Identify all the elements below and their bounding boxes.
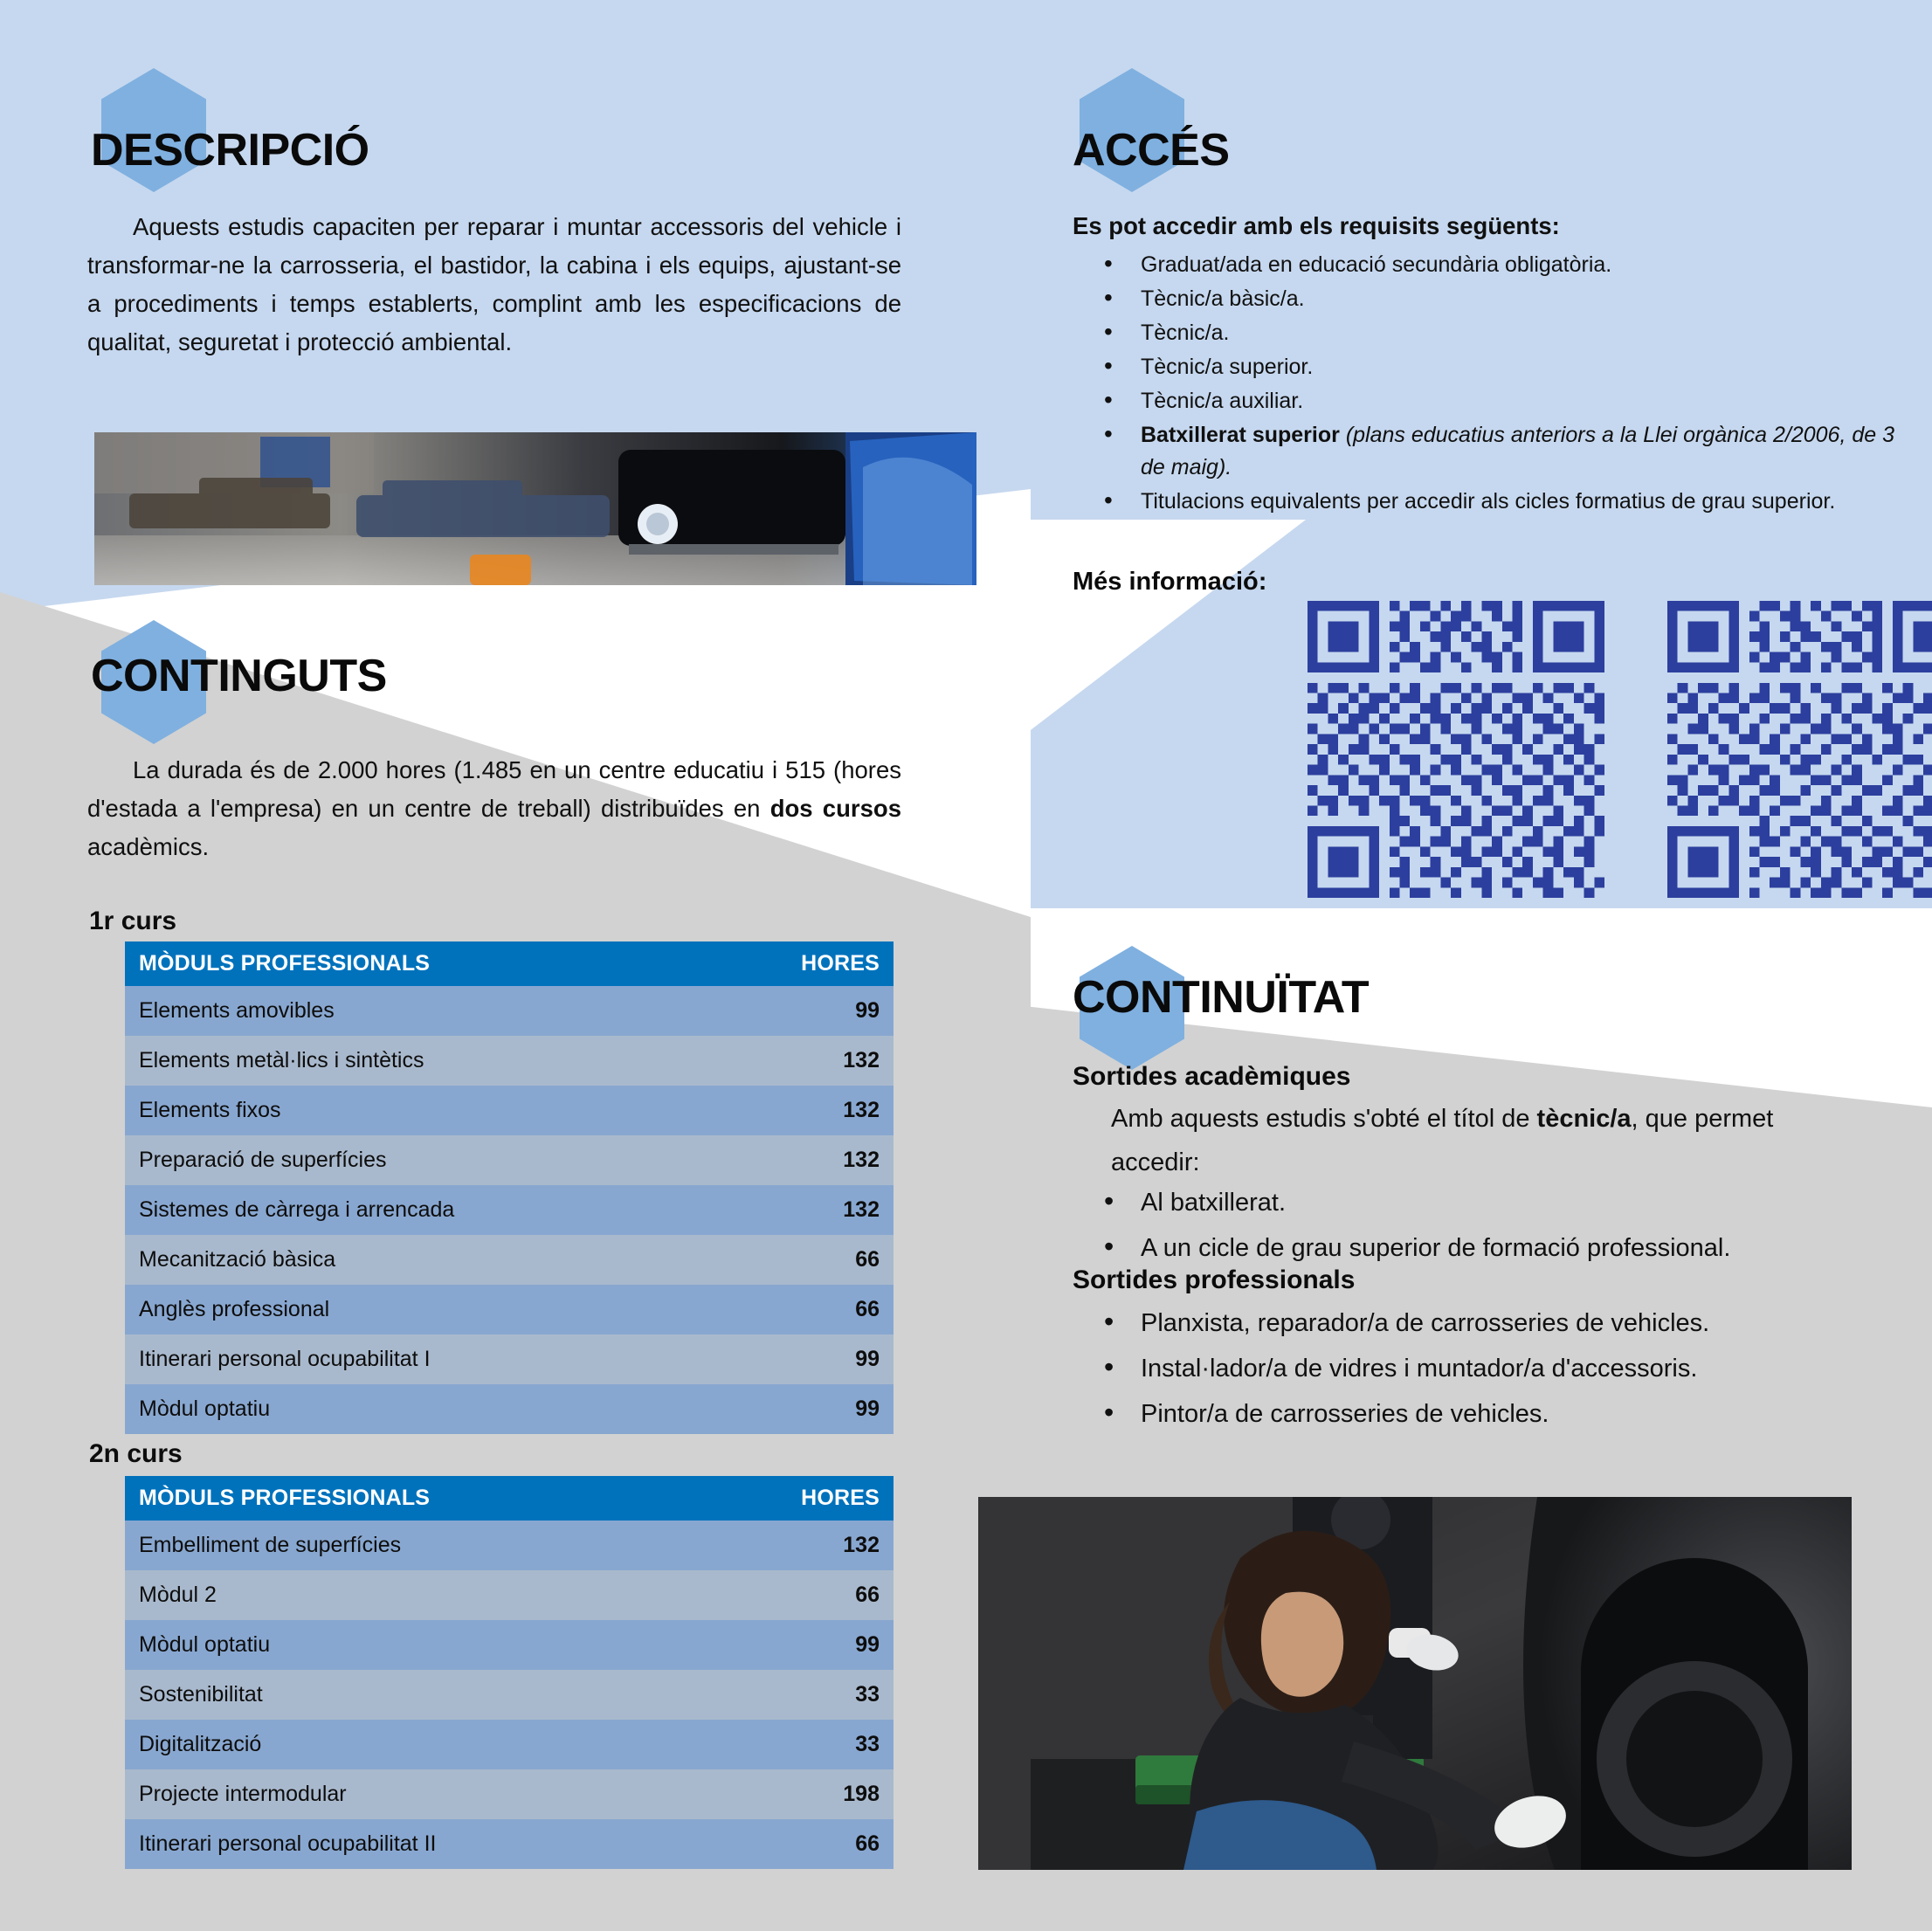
cell-module: Itinerari personal ocupabilitat II	[125, 1819, 736, 1869]
batxillerat-bold: Batxillerat superior	[1141, 423, 1340, 447]
table-row	[125, 1334, 894, 1384]
descripcio-paragraph	[87, 208, 901, 362]
cell-hours: 132	[736, 1036, 894, 1086]
woman-mechanic-photo	[978, 1497, 1852, 1870]
table-row	[125, 986, 894, 1036]
academiques-intro-post: , que permet accedir:	[1111, 1105, 1774, 1176]
cell-module: Mòdul 2	[125, 1570, 736, 1620]
table-row	[125, 1720, 894, 1769]
acces-requirements-list	[1073, 249, 1911, 520]
table-row	[125, 1086, 894, 1135]
cell-hours: 132	[736, 1086, 894, 1135]
column-header-hours: HORES	[736, 1476, 894, 1521]
cell-module: Projecte intermodular	[125, 1769, 736, 1819]
continguts-paragraph-pre: La durada és de 2.000 hores (1.485 en un centre educatiu i 515 (hores d'estada a l'empresa) en un centre de treball) distribuïdes en	[87, 756, 901, 822]
table-row	[125, 1135, 894, 1185]
list-item: • Tècnic/a.	[1073, 317, 1911, 349]
table-row	[125, 1819, 894, 1869]
cell-hours: 99	[736, 1384, 894, 1434]
cell-hours: 66	[736, 1819, 894, 1869]
sortides-academiques-intro	[1111, 1097, 1810, 1184]
cell-module: Digitalització	[125, 1720, 736, 1769]
list-item: • Graduat/ada en educació secundària obligatòria.	[1073, 249, 1911, 281]
table-curs2	[125, 1476, 894, 1869]
curs2-label: 2n curs	[89, 1439, 183, 1468]
qr-code-right[interactable]	[1667, 601, 1932, 898]
cell-hours: 132	[736, 1135, 894, 1185]
list-item: • Tècnic/a bàsic/a.	[1073, 283, 1911, 315]
cell-module: Itinerari personal ocupabilitat I	[125, 1334, 736, 1384]
table-row	[125, 1036, 894, 1086]
qr-codes-container	[1308, 601, 1932, 898]
mes-informacio-label: Més informació:	[1073, 568, 1267, 596]
cell-hours: 33	[736, 1670, 894, 1720]
column-header-modules: MÒDULS PROFESSIONALS	[125, 941, 736, 986]
cell-hours: 66	[736, 1285, 894, 1334]
list-item: • Tècnic/a superior.	[1073, 351, 1911, 383]
table-row	[125, 1570, 894, 1620]
sortides-academiques-list	[1073, 1181, 1911, 1272]
cell-hours: 99	[736, 1620, 894, 1670]
academiques-intro-bold: tècnic/a	[1536, 1105, 1632, 1133]
table-row	[125, 1769, 894, 1819]
cell-hours: 132	[736, 1521, 894, 1570]
list-item: • Pintor/a de carrosseries de vehicles.	[1073, 1392, 1929, 1436]
cell-hours: 99	[736, 986, 894, 1036]
curs1-label: 1r curs	[89, 907, 177, 935]
cell-hours: 33	[736, 1720, 894, 1769]
academiques-intro-pre: Amb aquests estudis s'obté el títol de	[1111, 1105, 1537, 1133]
table-curs1	[125, 941, 894, 1434]
section-title-acces: ACCÉS	[1073, 125, 1230, 176]
table-curs2-header-row	[125, 1476, 894, 1521]
sortides-professionals-heading: Sortides professionals	[1073, 1265, 1356, 1294]
car-workshop-photo	[94, 432, 976, 585]
cell-hours: 132	[736, 1185, 894, 1235]
list-item-batxillerat	[1073, 419, 1911, 484]
cell-module: Preparació de superfícies	[125, 1135, 736, 1185]
table-curs1-body	[125, 986, 894, 1434]
table-row	[125, 1670, 894, 1720]
list-item: • Tècnic/a auxiliar.	[1073, 385, 1911, 417]
list-item: • A un cicle de grau superior de formació professional.	[1073, 1226, 1911, 1270]
continguts-paragraph-bold: dos cursos	[769, 795, 901, 822]
sortides-professionals-list	[1073, 1301, 1929, 1438]
table-curs1-header-row	[125, 941, 894, 986]
table-row	[125, 1285, 894, 1334]
column-header-modules: MÒDULS PROFESSIONALS	[125, 1476, 736, 1521]
list-item: • Instal·lador/a de vidres i muntador/a d'accessoris.	[1073, 1347, 1929, 1390]
cell-module: Sistemes de càrrega i arrencada	[125, 1185, 736, 1235]
table-row	[125, 1620, 894, 1670]
section-title-descripcio: DESCRIPCIÓ	[91, 125, 369, 176]
table-row	[125, 1185, 894, 1235]
cell-module: Mòdul optatiu	[125, 1384, 736, 1434]
acces-lead: Es pot accedir amb els requisits següents:	[1073, 212, 1560, 239]
cell-module: Anglès professional	[125, 1285, 736, 1334]
cell-module: Elements amovibles	[125, 986, 736, 1036]
cell-hours: 66	[736, 1235, 894, 1285]
section-title-continuitat: CONTINUÏTAT	[1073, 972, 1370, 1023]
list-item: • Titulacions equivalents per accedir als cicles formatius de grau superior.	[1073, 486, 1911, 518]
cell-hours: 66	[736, 1570, 894, 1620]
column-header-hours: HORES	[736, 941, 894, 986]
list-item: • Al batxillerat.	[1073, 1181, 1911, 1224]
cell-module: Mecanització bàsica	[125, 1235, 736, 1285]
qr-code-left[interactable]	[1308, 601, 1604, 898]
descripcio-paragraph-text: Aquests estudis capaciten per reparar i muntar accessoris del vehicle i transformar-ne la carrosseria, el bastidor, la cabina i els equips, ajustant-se a procediments i temps establerts, complint amb les especificacions de qualitat, seguretat i protecció ambiental.	[87, 213, 901, 355]
list-item: • Planxista, reparador/a de carrosseries de vehicles.	[1073, 1301, 1929, 1345]
cell-hours: 99	[736, 1334, 894, 1384]
continguts-paragraph	[87, 751, 901, 866]
cell-module: Mòdul optatiu	[125, 1620, 736, 1670]
cell-module: Elements metàl·lics i sintètics	[125, 1036, 736, 1086]
cell-module: Embelliment de superfícies	[125, 1521, 736, 1570]
table-curs2-body	[125, 1521, 894, 1869]
continguts-paragraph-post: acadèmics.	[87, 833, 210, 860]
sortides-academiques-heading: Sortides acadèmiques	[1073, 1062, 1351, 1091]
section-title-continguts: CONTINGUTS	[91, 651, 387, 701]
cell-module: Sostenibilitat	[125, 1670, 736, 1720]
cell-module: Elements fixos	[125, 1086, 736, 1135]
cell-hours: 198	[736, 1769, 894, 1819]
table-row	[125, 1235, 894, 1285]
table-row	[125, 1521, 894, 1570]
batxillerat-italic: (plans educatius anteriors a la Llei orgànica 2/2006, de 3 de maig).	[1141, 423, 1894, 479]
table-row	[125, 1384, 894, 1434]
